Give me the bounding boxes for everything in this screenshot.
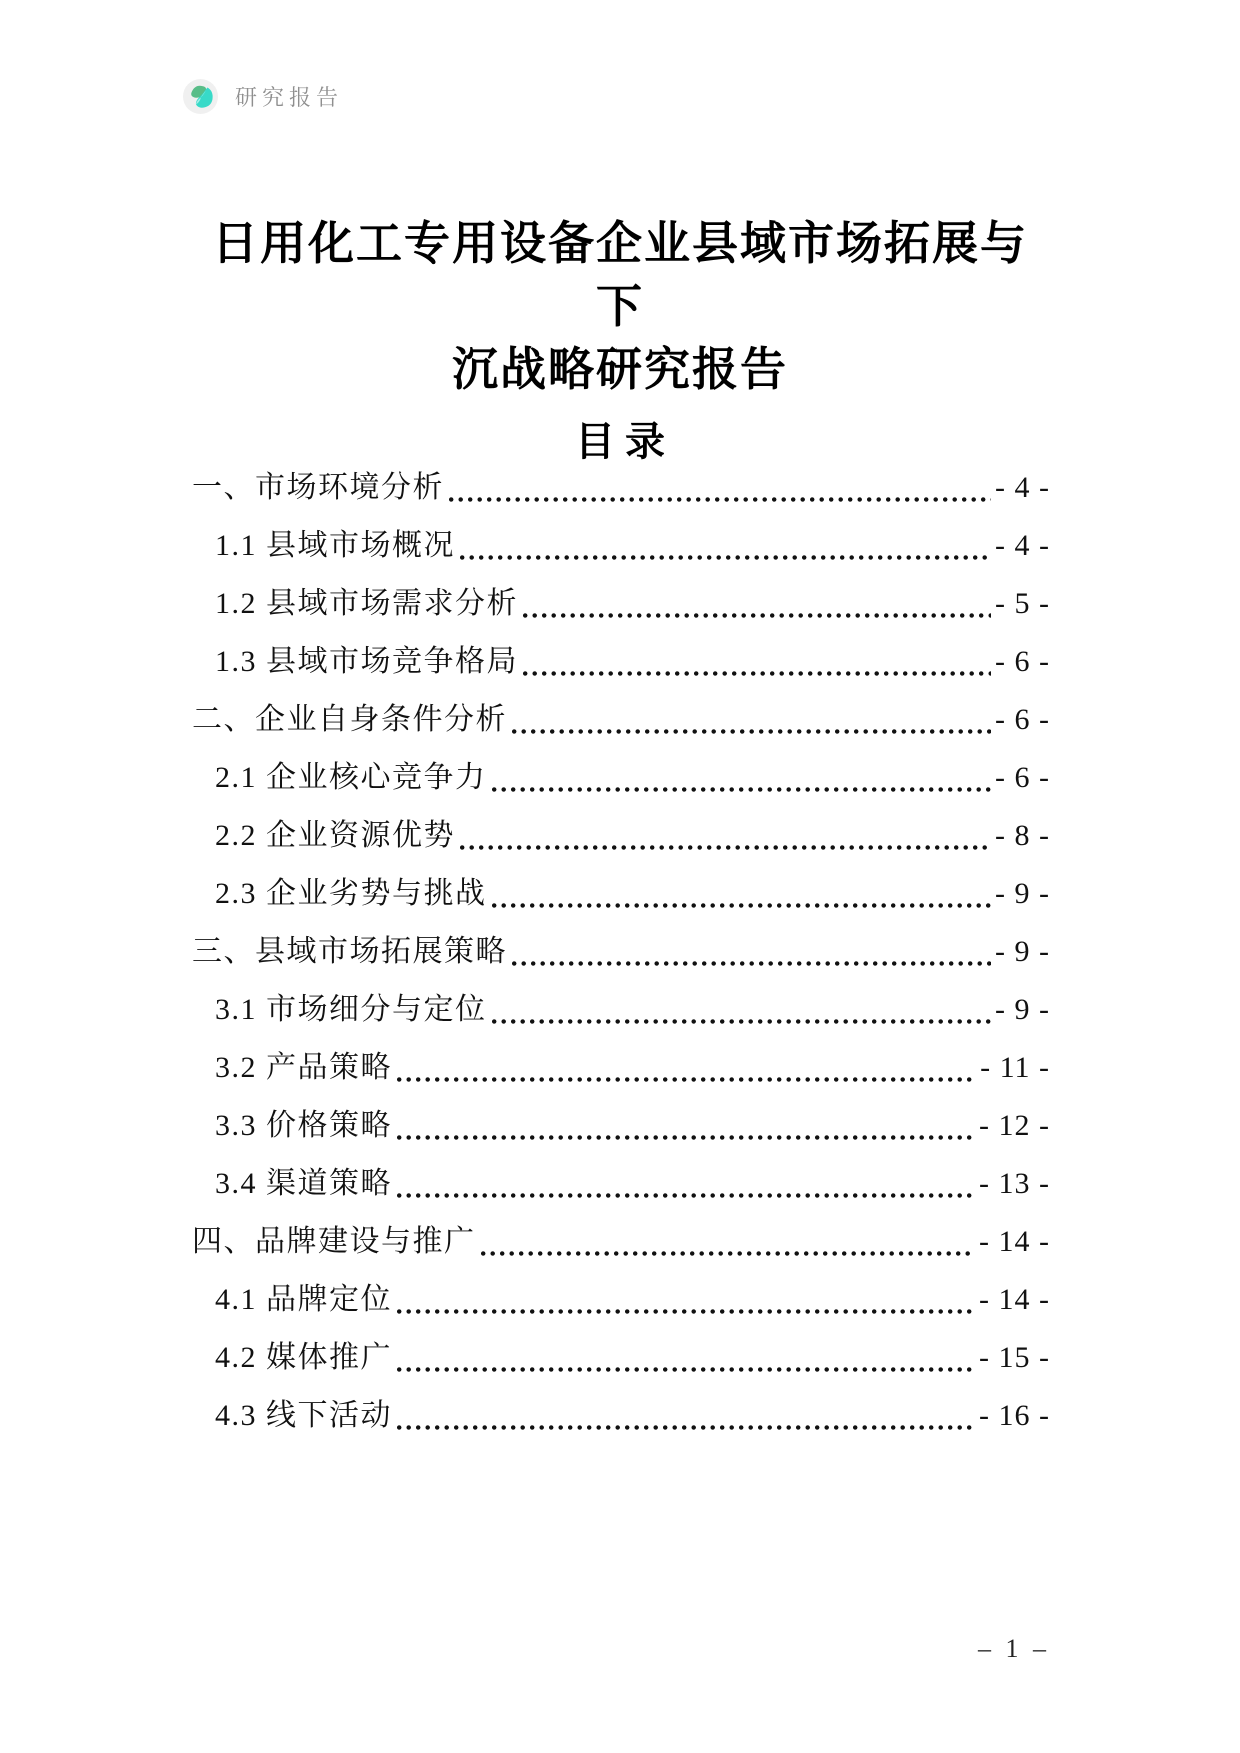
toc-entry-label: 3.1 市场细分与定位 <box>215 993 487 1026</box>
toc-entry[interactable] <box>192 761 1050 795</box>
toc-entry-label: 一、市场环境分析 <box>192 471 444 504</box>
toc-entry-label: 3.4 渠道策略 <box>215 1167 392 1200</box>
toc-dot-leader <box>523 587 991 621</box>
toc-entry-label: 1.2 县域市场需求分析 <box>215 587 518 620</box>
toc-entry[interactable] <box>192 1341 1050 1375</box>
toc-entry[interactable] <box>192 877 1050 911</box>
toc-entry-page-number: - 14 - <box>979 1283 1050 1316</box>
brand-logo-icon <box>182 78 219 115</box>
toc-entry-label: 2.3 企业劣势与挑战 <box>215 877 487 910</box>
toc-entry[interactable] <box>192 471 1050 505</box>
toc-entry-page-number: - 15 - <box>979 1341 1050 1374</box>
toc-dot-leader <box>397 1341 975 1375</box>
report-title <box>190 212 1050 401</box>
toc-entry-page-number: - 13 - <box>979 1167 1050 1200</box>
toc-entry-page-number: - 9 - <box>995 877 1050 910</box>
toc-dot-leader <box>492 761 992 795</box>
toc-dot-leader <box>512 935 991 969</box>
toc-entry-label: 3.3 价格策略 <box>215 1109 392 1142</box>
toc-entry-page-number: - 16 - <box>979 1399 1050 1432</box>
toc-entry-page-number: - 12 - <box>979 1109 1050 1142</box>
toc-dot-leader <box>397 1051 976 1085</box>
toc-entry[interactable] <box>192 819 1050 853</box>
toc-entry[interactable] <box>192 1051 1050 1085</box>
toc-entry[interactable] <box>192 703 1050 737</box>
toc-entry-label: 2.2 企业资源优势 <box>215 819 455 852</box>
toc-entry[interactable] <box>192 587 1050 621</box>
toc-dot-leader <box>512 703 991 737</box>
toc-entry-label: 4.2 媒体推广 <box>215 1341 392 1374</box>
toc-dot-leader <box>492 877 992 911</box>
footer-page-number: – 1 – <box>978 1634 1050 1663</box>
toc-entry[interactable] <box>192 1109 1050 1143</box>
report-title-line1: 日用化工专用设备企业县域市场拓展与下 <box>212 217 1028 332</box>
toc-entry-label: 4.1 品牌定位 <box>215 1283 392 1316</box>
toc-list <box>192 471 1050 1457</box>
toc-entry-page-number: - 9 - <box>995 993 1050 1026</box>
toc-entry-label: 3.2 产品策略 <box>215 1051 392 1084</box>
brand-text: 研究报告 <box>235 85 344 110</box>
toc-entry[interactable] <box>192 1283 1050 1317</box>
toc-entry-page-number: - 6 - <box>995 703 1050 736</box>
toc-entry[interactable] <box>192 1167 1050 1201</box>
toc-entry-page-number: - 14 - <box>979 1225 1050 1258</box>
toc-entry-page-number: - 11 - <box>980 1051 1050 1084</box>
toc-entry-label: 三、县域市场拓展策略 <box>192 935 507 968</box>
toc-dot-leader <box>492 993 992 1027</box>
toc-dot-leader <box>397 1167 975 1201</box>
toc-dot-leader <box>481 1225 976 1259</box>
brand-header <box>182 78 343 115</box>
toc-entry-label: 1.1 县域市场概况 <box>215 529 455 562</box>
toc-dot-leader <box>397 1109 975 1143</box>
toc-entry-label: 2.1 企业核心竞争力 <box>215 761 487 794</box>
toc-entry[interactable] <box>192 935 1050 969</box>
toc-dot-leader <box>460 819 991 853</box>
toc-entry-page-number: - 8 - <box>995 819 1050 852</box>
toc-entry-label: 4.3 线下活动 <box>215 1399 392 1432</box>
toc-entry[interactable] <box>192 993 1050 1027</box>
toc-dot-leader <box>460 529 991 563</box>
toc-entry-page-number: - 6 - <box>995 645 1050 678</box>
toc-entry-page-number: - 5 - <box>995 587 1050 620</box>
toc-dot-leader <box>449 471 991 505</box>
toc-entry[interactable] <box>192 1225 1050 1259</box>
toc-entry-page-number: - 6 - <box>995 761 1050 794</box>
toc-entry[interactable] <box>192 1399 1050 1433</box>
toc-dot-leader <box>523 645 991 679</box>
toc-entry-label: 1.3 县域市场竞争格局 <box>215 645 518 678</box>
toc-entry-label: 二、企业自身条件分析 <box>192 703 507 736</box>
toc-entry[interactable] <box>192 645 1050 679</box>
toc-heading: 目录 <box>575 420 675 464</box>
toc-dot-leader <box>397 1283 975 1317</box>
toc-entry-page-number: - 4 - <box>995 529 1050 562</box>
toc-dot-leader <box>397 1399 975 1433</box>
toc-entry-page-number: - 4 - <box>995 471 1050 504</box>
toc-entry[interactable] <box>192 529 1050 563</box>
toc-entry-page-number: - 9 - <box>995 935 1050 968</box>
report-title-line2: 沉战略研究报告 <box>452 343 788 395</box>
toc-entry-label: 四、品牌建设与推广 <box>192 1225 476 1258</box>
